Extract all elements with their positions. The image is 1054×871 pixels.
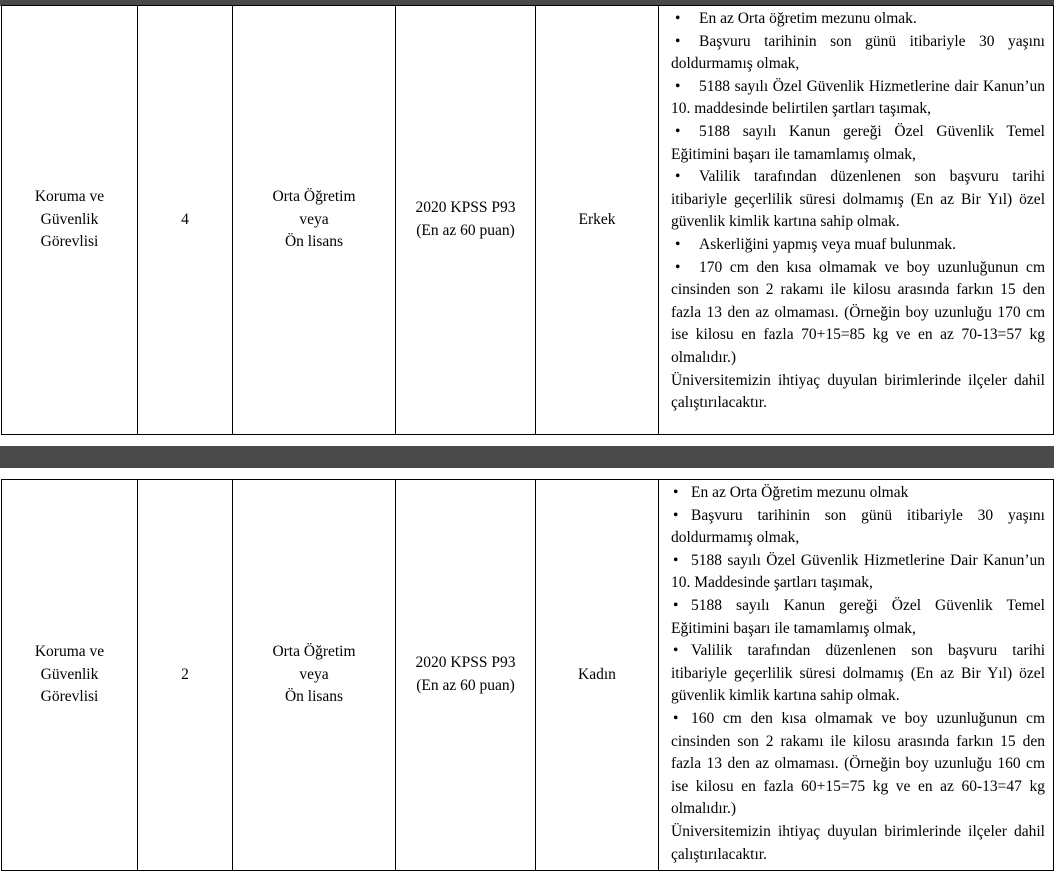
education-line: Ön lisans [284, 233, 344, 251]
requirement-note: Üniversitemizin ihtiyaç duyulan birimlerinde ilçeler dahil çalıştırılacaktır. [671, 371, 1045, 412]
position-line: Güvenlik [40, 210, 99, 228]
requirement-item: • 5188 sayılı Özel Güvenlik Hizmetlerine dair Kanun’un 10. maddesinde belirtilen şartları taşımak, [671, 76, 1045, 121]
table-row [2, 480, 1054, 871]
position-line: Koruma ve [34, 188, 105, 206]
position-line: Görevlisi [40, 233, 99, 251]
education-line: Ön lisans [284, 688, 344, 706]
table-row [2, 6, 1054, 435]
requirement-item: • Valilik tarafından düzenlenen son başvuru tarihi itibariyle geçerlilik süresi dolmamış (En az Bir Yıl) özel güvenlik kimlik kartına sahip olmak. [671, 640, 1045, 708]
position-line: Güvenlik [40, 665, 99, 683]
requirement-item: • Askerliğini yapmış veya muaf bulunmak. [671, 234, 1045, 257]
requirement-item: • 5188 sayılı Özel Güvenlik Hizmetlerine Dair Kanun’un 10. Maddesinde şartları taşımak, [671, 550, 1045, 595]
position-cell [2, 480, 138, 871]
gender-cell: Erkek [536, 6, 659, 435]
requirement-note: Üniversitemizin ihtiyaç duyulan birimlerinde ilçeler dahil çalıştırılacaktır. [671, 822, 1045, 863]
middle-divider-band [0, 446, 1054, 468]
education-line: Orta Öğretim [272, 188, 356, 206]
count-cell: 4 [138, 6, 233, 435]
job-table-2 [1, 479, 1054, 871]
score-cell [396, 6, 536, 435]
requirement-item: • Başvuru tarihinin son günü itibariyle 30 yaşını doldurmamış olmak, [671, 31, 1045, 76]
score-line: (En az 60 puan) [416, 222, 515, 239]
job-table-1 [1, 5, 1054, 435]
requirements-cell [659, 480, 1054, 871]
position-cell [2, 6, 138, 435]
score-line: 2020 KPSS P93 [415, 199, 516, 217]
education-cell [233, 6, 396, 435]
position-line: Görevlisi [40, 688, 99, 706]
education-line: veya [299, 665, 329, 683]
requirement-item: • En az Orta Öğretim mezunu olmak [671, 482, 1045, 505]
position-line: Koruma ve [34, 643, 105, 661]
requirement-item: • 160 cm den kısa olmamak ve boy uzunluğunun cm cinsinden son 2 rakamı ile kilosu arasında farkın 15 den fazla 13 den az olmaması. (Örneğin boy uzunluğu 160 cm ise kilosu en fazla 60+15=75 kg ve en az 60-13=47 kg olmalıdır.) [671, 708, 1045, 821]
score-line: (En az 60 puan) [416, 677, 515, 694]
requirement-item: • Başvuru tarihinin son günü itibariyle 30 yaşını doldurmamış olmak, [671, 505, 1045, 550]
requirement-item: • 170 cm den kısa olmamak ve boy uzunluğunun cm cinsinden son 2 rakamı ile kilosu arasında farkın 15 den fazla 13 den az olmaması. (Örneğin boy uzunluğu 170 cm ise kilosu en fazla 70+15=85 kg ve en az 70-13=57 kg olmalıdır.) [671, 257, 1045, 370]
requirement-item: • En az Orta öğretim mezunu olmak. [671, 8, 1045, 31]
score-cell [396, 480, 536, 871]
education-line: veya [299, 210, 329, 228]
education-line: Orta Öğretim [272, 643, 356, 661]
requirements-cell [659, 6, 1054, 435]
requirement-item: • 5188 sayılı Kanun gereği Özel Güvenlik Temel Eğitimini başarı ile tamamlamış olmak, [671, 595, 1045, 640]
score-line: 2020 KPSS P93 [415, 654, 516, 672]
requirement-item: • Valilik tarafından düzenlenen son başvuru tarihi itibariyle geçerlilik süresi dolmamış (En az Bir Yıl) özel güvenlik kimlik kartına sahip olmak. [671, 166, 1045, 234]
requirement-item: • 5188 sayılı Kanun gereği Özel Güvenlik Temel Eğitimini başarı ile tamamlamış olmak, [671, 121, 1045, 166]
education-cell [233, 480, 396, 871]
gender-cell: Kadın [536, 480, 659, 871]
count-cell: 2 [138, 480, 233, 871]
